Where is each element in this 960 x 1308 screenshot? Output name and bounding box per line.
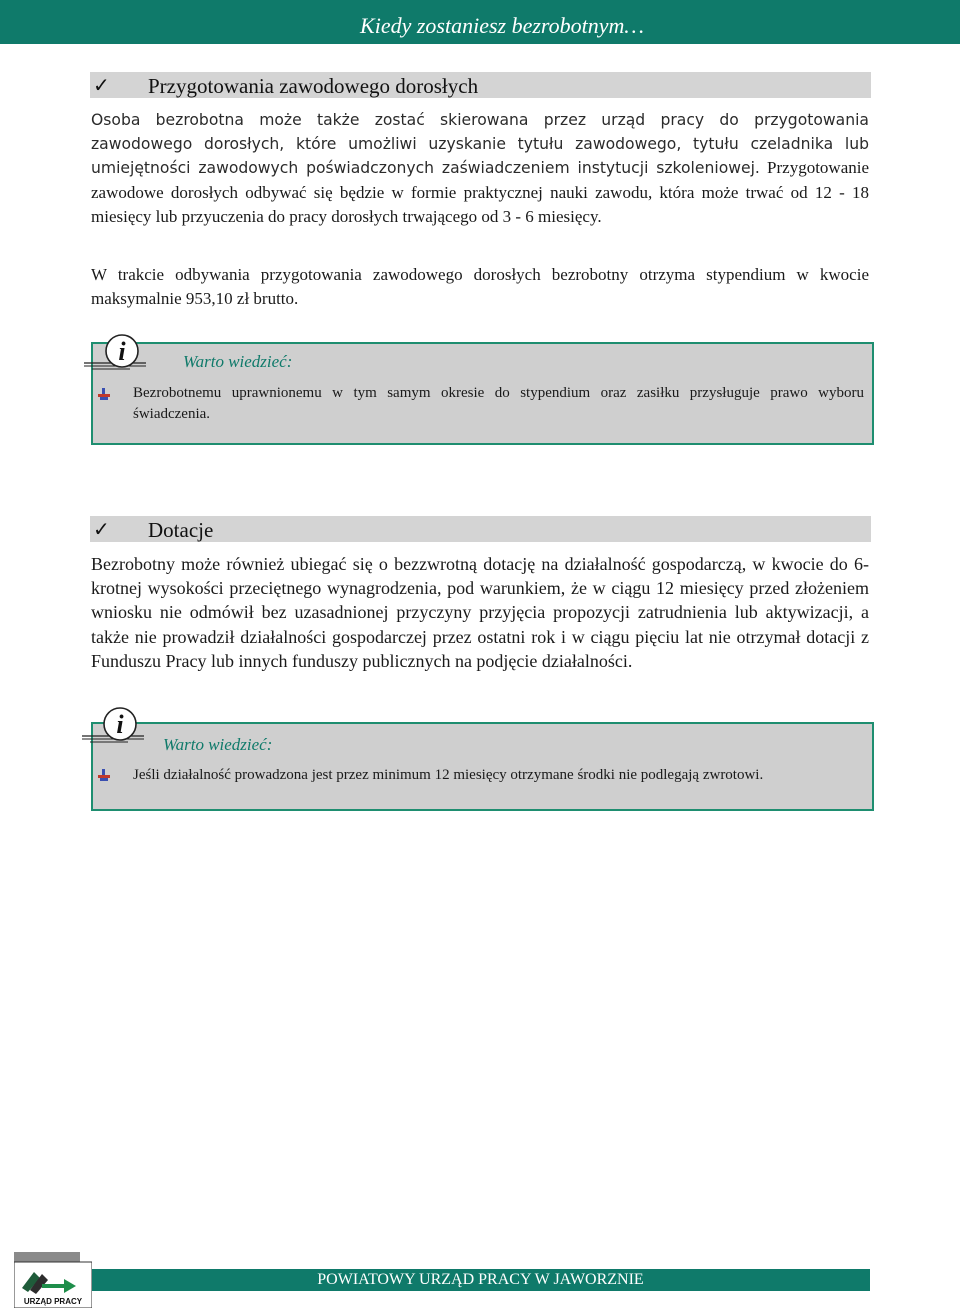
info-text: Jeśli działalność prowadzona jest przez minimum 12 miesięcy otrzymane środki nie podlegają zwrotowi.: [133, 767, 764, 783]
info-badge-letter: i: [116, 710, 124, 739]
section-heading-przygotowanie: [90, 72, 871, 98]
header-bar: [0, 0, 960, 44]
info-box-2: [91, 722, 874, 811]
section-title: Dotacje: [148, 518, 214, 542]
section-title: Przygotowania zawodowego dorosłych: [148, 74, 479, 98]
info-heading: Warto wiedzieć:: [163, 735, 273, 754]
section1-paragraph-sans: Osoba bezrobotna może także zostać skierowana przez urząd pracy do przygotowania zawodowego dorosłych, które umożliwi uzyskanie tytułu zawodowego, tytułu czeladnika lub umiejętności zawodowych poświadczonych zaświadczeniem instytucji szkoleniowej.: [91, 111, 869, 178]
section1-stipend-paragraph: W trakcie odbywania przygotowania zawodowego dorosłych bezrobotny otrzyma stypendium w kwocie maksymalnie 953,10 zł brutto.: [91, 265, 869, 309]
section1-paragraph: [91, 108, 869, 229]
section-heading-dotacje: [90, 516, 871, 542]
section1-paragraph-serif: Przygotowanie zawodowe dorosłych odbywać się będzie w formie praktycznej nauki zawodu, która może trwać od 12 - 18 miesięcy lub przyuczenia do pracy dorosłych trwającego od 3 - 6 miesięcy.: [91, 158, 870, 226]
footer-band: [91, 1269, 870, 1291]
info-badge-icon: [82, 333, 148, 377]
info-text: Bezrobotnemu uprawnionemu w tym samym okresie do stypendium oraz zasiłku przysługuje prawo wyboru świadczenia.: [133, 385, 864, 422]
info-heading: Warto wiedzieć:: [183, 352, 293, 371]
info-badge-letter: i: [118, 337, 126, 366]
info-badge-icon: [80, 706, 146, 750]
footer-text: POWIATOWY URZĄD PRACY W JAWORZNIE: [317, 1271, 644, 1288]
header-title: Kiedy zostaniesz bezrobotnym…: [360, 13, 644, 38]
info-box-1: [91, 342, 874, 445]
bullet-icon: [98, 388, 110, 400]
checkmark-icon: ✓: [93, 73, 110, 97]
checkmark-icon: ✓: [93, 517, 110, 541]
urzad-pracy-logo: [14, 1252, 92, 1308]
bullet-icon: [98, 769, 110, 781]
logo-caption: URZĄD PRACY: [23, 1297, 83, 1306]
section2-paragraph: Bezrobotny może również ubiegać się o bezzwrotną dotację na działalność gospodarczą, w kwocie do 6-krotnej wysokości przeciętnego wynagrodzenia, pod warunkiem, że w ciągu 12 miesięcy przed złożeniem wniosku nie odmówił bez uzasadnionej przyczyny przyjęcia propozycji zatrudnienia lub aktywizacji, a także nie prowadził działalności gospodarczej przez ostatni rok i w ciągu pięciu lat nie otrzymał dotacji z Funduszu Pracy lub innych funduszy publicznych na podjęcie działalności.: [91, 554, 869, 671]
